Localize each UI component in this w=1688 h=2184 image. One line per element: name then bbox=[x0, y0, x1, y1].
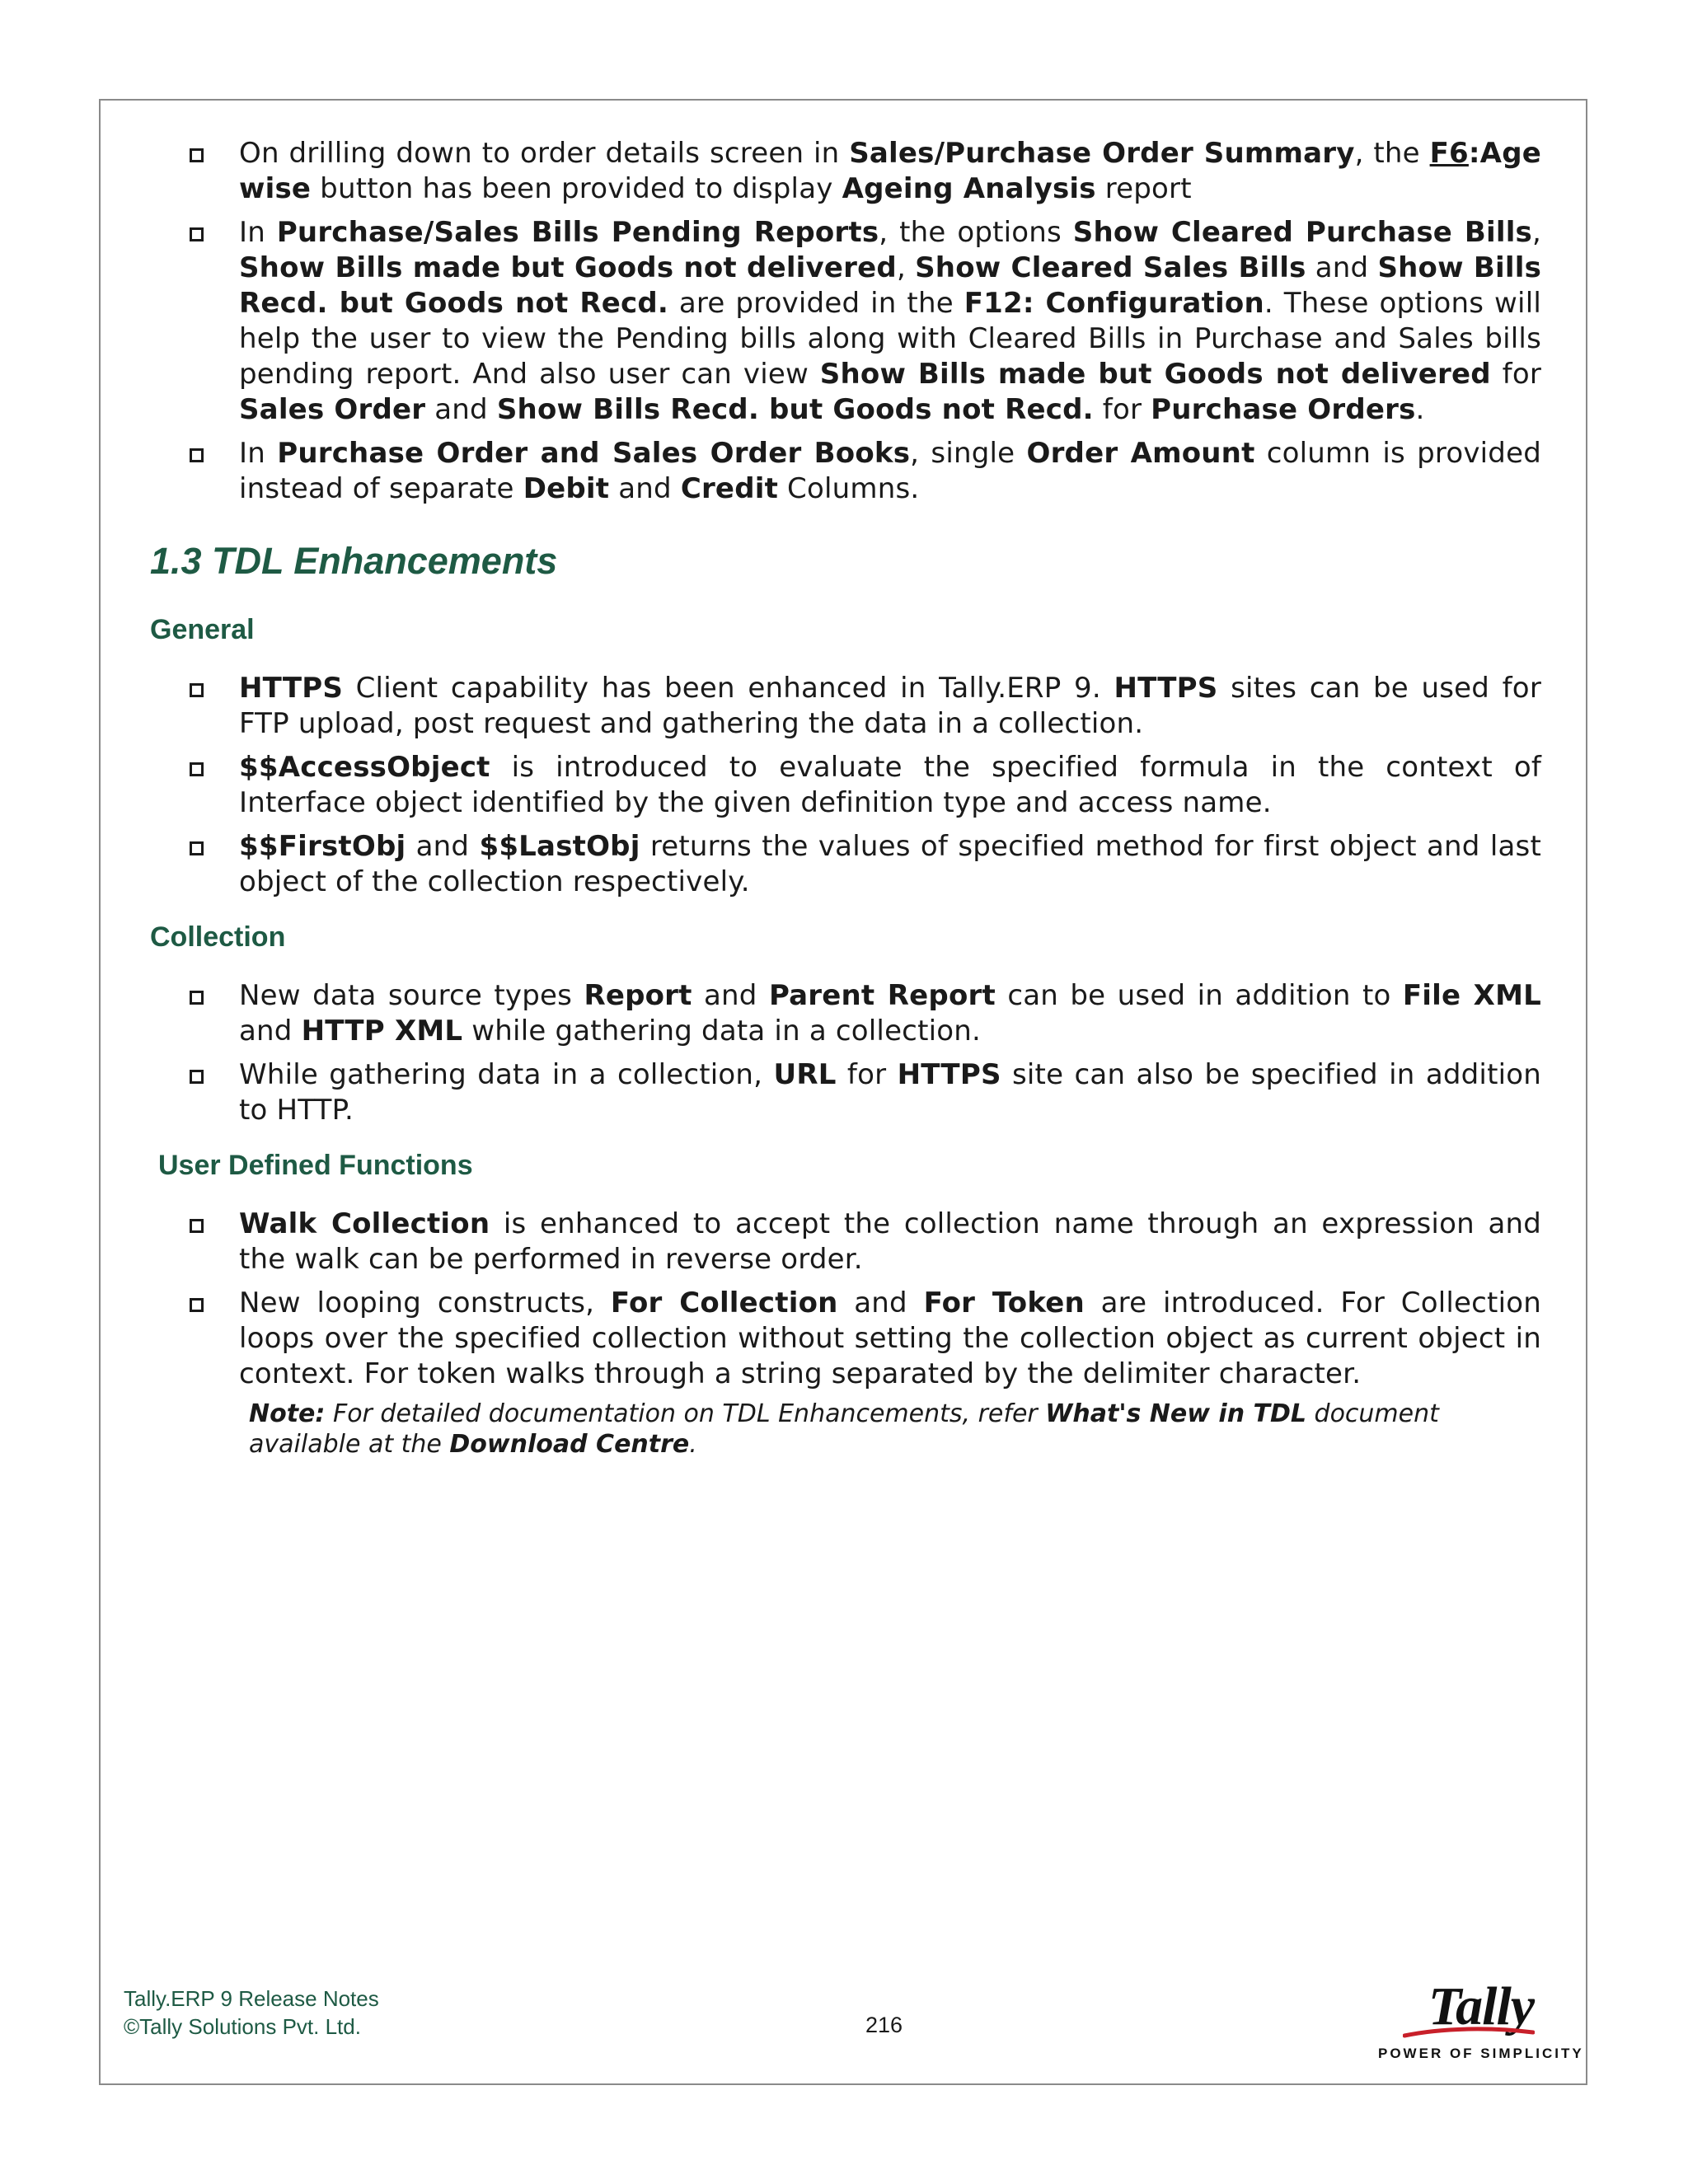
list-item: Walk Collection is enhanced to accept the collection name through an expression and the walk can be performed in reverse order. bbox=[148, 1207, 1541, 1277]
square-bullet-icon bbox=[190, 1219, 204, 1233]
list-item: $$FirstObj and $$LastObj returns the values of specified method for first object and last object of the collection respectively. bbox=[148, 829, 1541, 900]
square-bullet-icon bbox=[190, 448, 204, 462]
square-bullet-icon bbox=[190, 1298, 204, 1312]
list-item: In Purchase/Sales Bills Pending Reports, the options Show Cleared Purchase Bills, Show Bills made but Goods not delivered, Show Cleared Sales Bills and Show Bills Recd. but Goods not Recd. are provided in the F12: Configuration. These options will help the user to view the Pending bills along with Cleared Bills in Purchase and Sales bills pending report. And also user can view Show Bills made but Goods not delivered for Sales Order and Show Bills Recd. but Goods not Recd. for Purchase Orders. bbox=[148, 215, 1541, 428]
collection-list bbox=[148, 978, 1541, 1128]
footer-copyright: ©Tally Solutions Pvt. Ltd. bbox=[124, 2014, 361, 2039]
general-list bbox=[148, 671, 1541, 900]
order-summary-list bbox=[148, 136, 1541, 507]
list-item: While gathering data in a collection, URL for HTTPS site can also be specified in addition to HTTP. bbox=[148, 1057, 1541, 1128]
list-item: On drilling down to order details screen in Sales/Purchase Order Summary, the F6:Age wise button has been provided to display Ageing Analysis report bbox=[148, 136, 1541, 207]
list-item: In Purchase Order and Sales Order Books, single Order Amount column is provided instead of separate Debit and Credit Columns. bbox=[148, 436, 1541, 507]
footer-left bbox=[124, 1985, 379, 2041]
square-bullet-icon bbox=[190, 1070, 204, 1084]
udf-heading: User Defined Functions bbox=[158, 1150, 473, 1181]
list-item: New looping constructs, For Collection and For Token are introduced. For Collection loops over the specified collection without setting the collection object as current object in context. For token walks through a string separated by the delimiter character. bbox=[148, 1286, 1541, 1392]
square-bullet-icon bbox=[190, 841, 204, 855]
square-bullet-icon bbox=[190, 227, 204, 241]
square-bullet-icon bbox=[190, 762, 204, 776]
square-bullet-icon bbox=[190, 148, 204, 162]
footer-doc-title: Tally.ERP 9 Release Notes bbox=[124, 1986, 379, 2011]
page-number: 216 bbox=[865, 2013, 903, 2037]
logo-tagline: POWER OF SIMPLICITY bbox=[1378, 2046, 1584, 2061]
collection-heading: Collection bbox=[150, 921, 286, 953]
logo-wordmark: Tally bbox=[1428, 1976, 1535, 2036]
section-title: 1.3 TDL Enhancements bbox=[150, 540, 558, 582]
udf-list bbox=[148, 1207, 1541, 1392]
tally-logo-icon bbox=[1378, 1976, 1584, 2062]
page-content bbox=[148, 136, 1541, 1460]
note: Note: For detailed documentation on TDL Enhancements, refer What's New in TDL document available at the Download Centre. bbox=[249, 1399, 1439, 1459]
list-item: HTTPS Client capability has been enhanced in Tally.ERP 9. HTTPS sites can be used for FTP upload, post request and gathering the data in a collection. bbox=[148, 671, 1541, 742]
general-heading: General bbox=[150, 614, 255, 645]
list-item: New data source types Report and Parent Report can be used in addition to File XML and HTTP XML while gathering data in a collection. bbox=[148, 978, 1541, 1049]
square-bullet-icon bbox=[190, 683, 204, 697]
list-item: $$AccessObject is introduced to evaluate the specified formula in the context of Interface object identified by the given definition type and access name. bbox=[148, 750, 1541, 821]
square-bullet-icon bbox=[190, 991, 204, 1005]
